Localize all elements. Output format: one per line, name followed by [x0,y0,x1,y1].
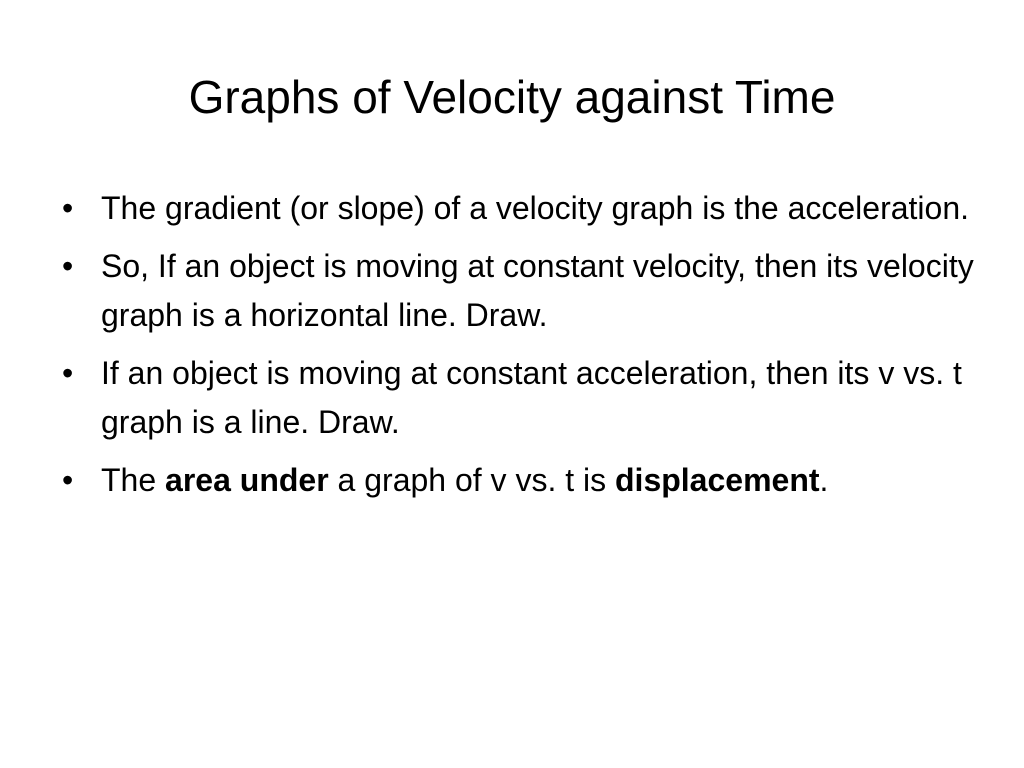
emphasis-area-under: area under [165,462,329,498]
emphasis-displacement: displacement [615,462,820,498]
text-run: The [101,462,166,498]
bullet-icon: • [62,462,74,498]
bullet-icon: • [62,190,74,226]
bullet-text: So, If an object is moving at constant velocity, then its velocity graph is a horizontal line. Draw. [101,248,974,333]
text-run: a graph of v vs. t is [328,462,615,498]
bullet-text [101,462,828,498]
bullet-item-area-under [62,456,982,505]
slide-title: Graphs of Velocity against Time [188,71,836,123]
text-run: . [819,462,829,498]
bullet-item-constant-velocity [62,242,982,340]
bullet-list [62,184,982,514]
bullet-icon: • [62,248,74,284]
bullet-item-constant-acceleration [62,349,982,447]
bullet-item-gradient [62,184,982,233]
bullet-text: If an object is moving at constant acceleration, then its v vs. t graph is a line. Draw. [101,355,962,440]
bullet-text: The gradient (or slope) of a velocity graph is the acceleration. [101,190,970,226]
bullet-icon: • [62,355,74,391]
